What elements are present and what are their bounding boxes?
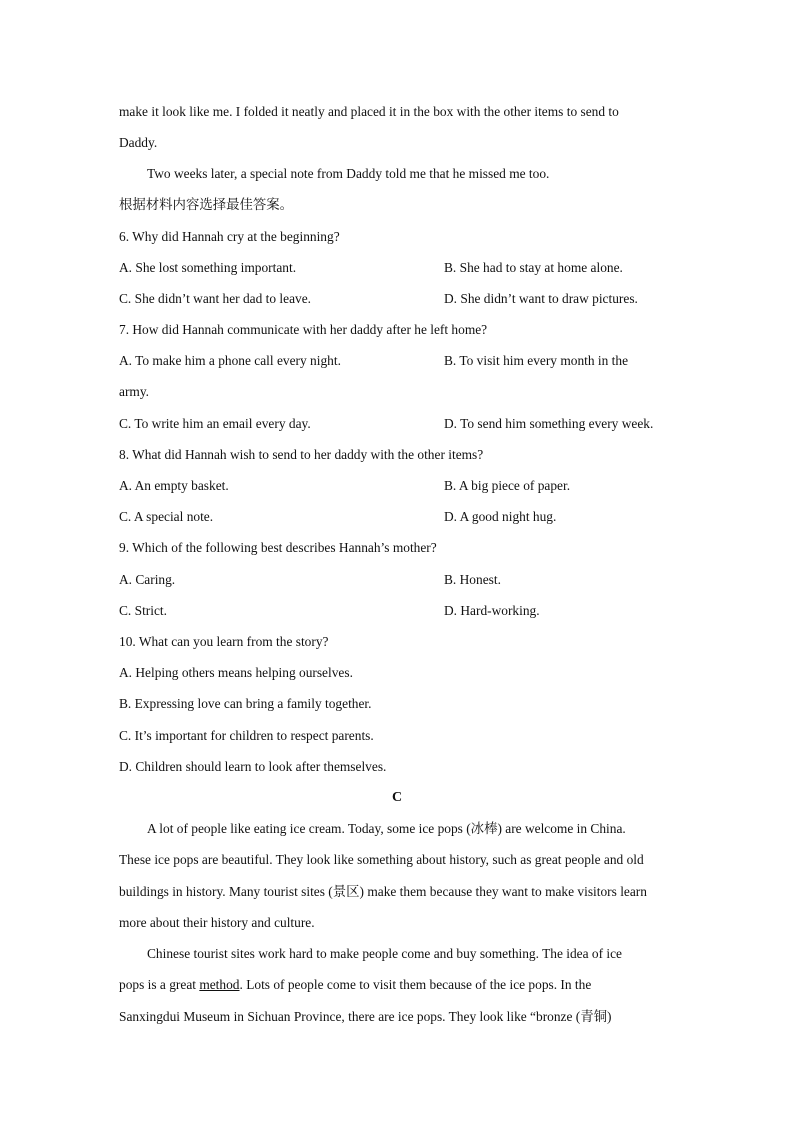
passage-text: more about their history and culture. [119,915,315,930]
question-options [119,353,679,369]
option-a: A. Caring. [119,572,176,587]
question-stem: 7. How did Hannah communicate with her daddy after he left home? [119,322,488,337]
underlined-word: method [199,977,240,992]
option-c: C. Strict. [119,603,167,618]
instruction-text: 根据材料内容选择最佳答案。 [119,197,294,212]
option-c: C. It’s important for children to respect parents. [119,728,374,743]
question-options [119,416,679,432]
passage-text [119,977,591,993]
option-b-continued: army. [119,384,149,399]
text-run: . Lots of people come to visit them because of the ice pops. In the [239,977,592,992]
passage-text: Chinese tourist sites work hard to make people come and buy something. The idea of ice [147,946,623,961]
question-options [119,572,679,588]
option-a: A. To make him a phone call every night. [119,353,341,368]
option-c: C. A special note. [119,509,214,524]
question-options [119,291,679,307]
question-options [119,478,679,494]
question-options [119,509,679,525]
passage-text: These ice pops are beautiful. They look like something about history, such as great people and old [119,852,644,867]
option-b: B. Honest. [444,572,501,587]
option-d: D. Hard-working. [444,603,540,618]
option-c: C. To write him an email every day. [119,416,311,431]
option-c: C. She didn’t want her dad to leave. [119,291,312,306]
question-stem: 9. Which of the following best describes Hannah’s mother? [119,540,437,555]
option-a: A. She lost something important. [119,260,297,275]
question-stem: 10. What can you learn from the story? [119,634,329,649]
option-b: B. A big piece of paper. [444,478,571,493]
passage-text: buildings in history. Many tourist sites (景区) make them because they want to make visitors learn [119,884,647,899]
option-d: D. Children should learn to look after themselves. [119,759,387,774]
passage-text: Two weeks later, a special note from Daddy told me that he missed me too. [147,166,550,181]
question-options [119,603,679,619]
option-d: D. To send him something every week. [444,416,654,431]
option-d: D. She didn’t want to draw pictures. [444,291,638,306]
section-heading: C [391,790,403,805]
option-b: B. To visit him every month in the [444,353,629,368]
option-a: A. Helping others means helping ourselves. [119,665,353,680]
option-a: A. An empty basket. [119,478,229,493]
text-run: pops is a great [119,977,200,992]
question-stem: 8. What did Hannah wish to send to her daddy with the other items? [119,447,484,462]
passage-text: A lot of people like eating ice cream. Today, some ice pops (冰棒) are welcome in China. [147,821,626,836]
passage-text: Sanxingdui Museum in Sichuan Province, there are ice pops. They look like “bronze (青铜) [119,1009,612,1024]
question-stem: 6. Why did Hannah cry at the beginning? [119,229,340,244]
option-b: B. She had to stay at home alone. [444,260,623,275]
passage-text: Daddy. [119,135,158,150]
passage-text: make it look like me. I folded it neatly and placed it in the box with the other items to send to [119,104,619,119]
question-options [119,260,679,276]
option-d: D. A good night hug. [444,509,557,524]
option-b: B. Expressing love can bring a family together. [119,696,372,711]
